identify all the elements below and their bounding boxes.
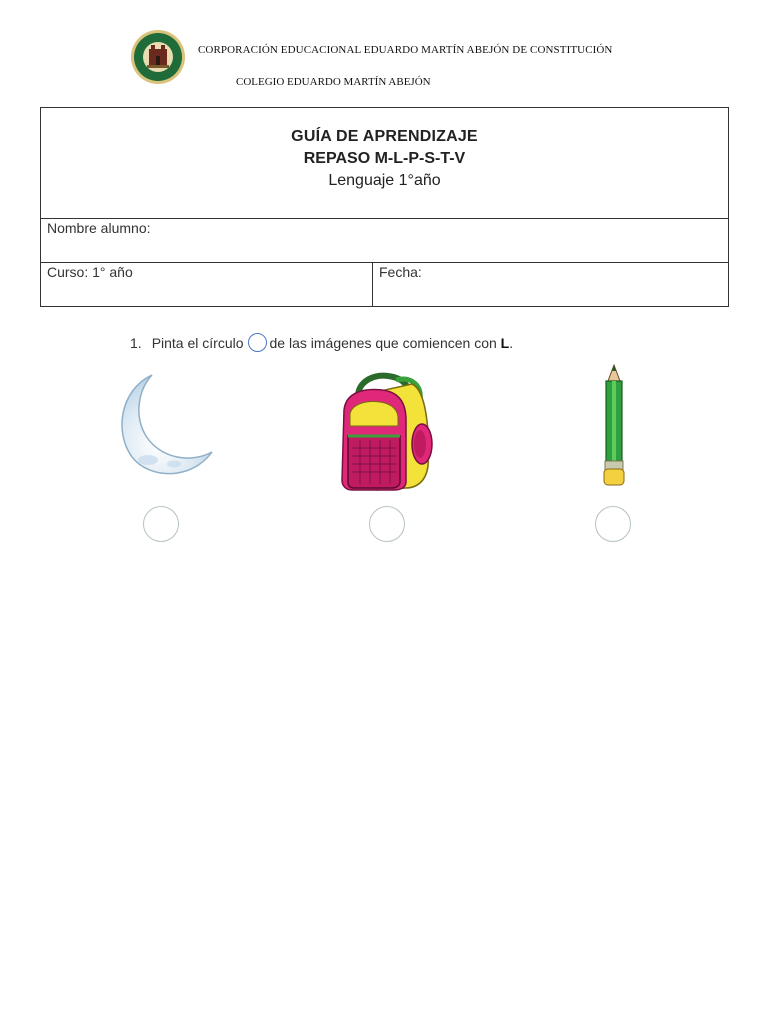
course-field[interactable] — [41, 263, 373, 307]
instruction-text-before: Pinta el círculo — [151, 334, 244, 351]
student-name-label: Nombre alumno: — [47, 220, 151, 236]
answer-circle-pencil[interactable] — [595, 506, 631, 542]
guide-subject: Lenguaje 1°año — [328, 172, 441, 189]
instruction-text-after: de las imágenes que comiencen con — [269, 334, 497, 351]
backpack-icon — [336, 370, 436, 494]
school-name: COLEGIO EDUARDO MARTÍN ABEJÓN — [236, 76, 431, 88]
moon-icon — [112, 372, 216, 480]
pencil-icon — [598, 363, 630, 489]
date-label: Fecha: — [379, 264, 422, 280]
exercise-number: 1. — [130, 334, 142, 351]
target-letter: L — [500, 334, 510, 351]
guide-subtitle: REPASO M-L-P-S-T-V — [303, 150, 466, 167]
instruction-end: . — [509, 334, 514, 351]
course-label: Curso: 1° año — [47, 264, 133, 280]
corporation-name: CORPORACIÓN EDUCACIONAL EDUARDO MARTÍN ABEJÓN DE CONSTITUCIÓN — [198, 44, 613, 56]
exercise-instruction — [130, 333, 513, 352]
title-cell — [41, 108, 729, 219]
answer-circle-moon[interactable] — [143, 506, 179, 542]
circle-icon — [248, 333, 267, 352]
date-field[interactable] — [373, 263, 729, 307]
header-table — [40, 107, 729, 307]
student-name-field[interactable] — [41, 219, 729, 263]
answer-circle-backpack[interactable] — [369, 506, 405, 542]
school-logo-icon — [130, 29, 186, 85]
guide-title: GUÍA DE APRENDIZAJE — [291, 128, 478, 145]
